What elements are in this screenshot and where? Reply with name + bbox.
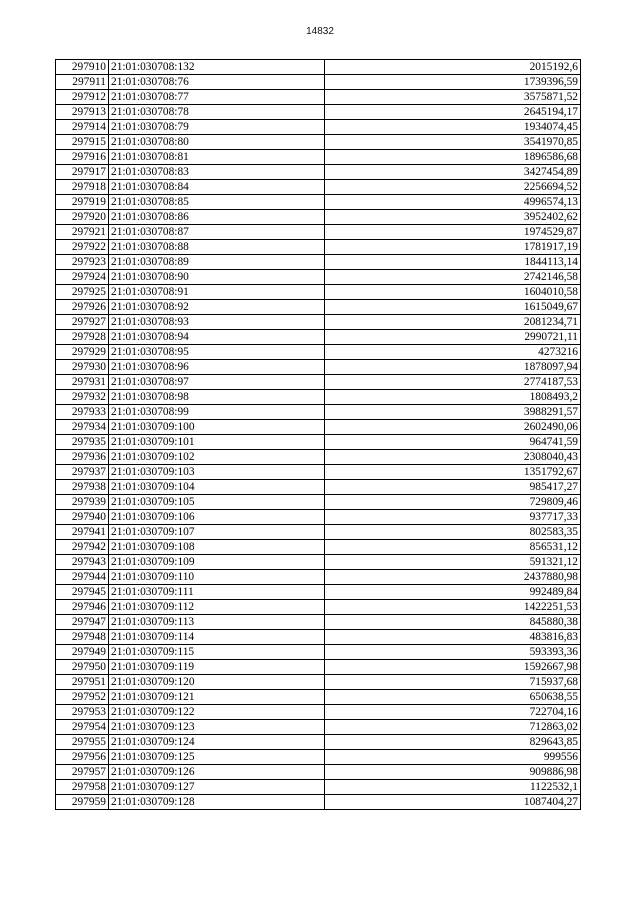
- value-cell: 909886,98: [325, 765, 581, 780]
- cadastral-number-cell: 21:01:030709:125: [109, 750, 325, 765]
- table-row: [56, 690, 581, 705]
- value-cell: 729809,46: [325, 495, 581, 510]
- row-number-cell: 297949: [56, 645, 109, 660]
- table-row: [56, 195, 581, 210]
- value-cell: 2742146,58: [325, 270, 581, 285]
- row-number-cell: 297911: [56, 75, 109, 90]
- registry-table-body: [56, 60, 581, 810]
- cadastral-number-cell: 21:01:030709:110: [109, 570, 325, 585]
- table-row: [56, 720, 581, 735]
- value-cell: 3575871,52: [325, 90, 581, 105]
- table-row: [56, 240, 581, 255]
- cadastral-number-cell: 21:01:030709:115: [109, 645, 325, 660]
- table-row: [56, 735, 581, 750]
- cadastral-number-cell: 21:01:030708:76: [109, 75, 325, 90]
- cadastral-number-cell: 21:01:030709:119: [109, 660, 325, 675]
- row-number-cell: 297935: [56, 435, 109, 450]
- cadastral-number-cell: 21:01:030709:106: [109, 510, 325, 525]
- value-cell: 985417,27: [325, 480, 581, 495]
- table-row: [56, 150, 581, 165]
- value-cell: 2256694,52: [325, 180, 581, 195]
- row-number-cell: 297932: [56, 390, 109, 405]
- table-row: [56, 570, 581, 585]
- table-row: [56, 435, 581, 450]
- row-number-cell: 297939: [56, 495, 109, 510]
- value-cell: 591321,12: [325, 555, 581, 570]
- table-row: [56, 645, 581, 660]
- row-number-cell: 297937: [56, 465, 109, 480]
- row-number-cell: 297931: [56, 375, 109, 390]
- cadastral-number-cell: 21:01:030708:90: [109, 270, 325, 285]
- value-cell: 650638,55: [325, 690, 581, 705]
- cadastral-number-cell: 21:01:030709:112: [109, 600, 325, 615]
- row-number-cell: 297926: [56, 300, 109, 315]
- table-row: [56, 795, 581, 810]
- row-number-cell: 297958: [56, 780, 109, 795]
- cadastral-number-cell: 21:01:030709:111: [109, 585, 325, 600]
- cadastral-number-cell: 21:01:030708:94: [109, 330, 325, 345]
- table-row: [56, 300, 581, 315]
- cadastral-number-cell: 21:01:030708:99: [109, 405, 325, 420]
- value-cell: 999556: [325, 750, 581, 765]
- row-number-cell: 297956: [56, 750, 109, 765]
- cadastral-number-cell: 21:01:030708:91: [109, 285, 325, 300]
- value-cell: 992489,84: [325, 585, 581, 600]
- cadastral-number-cell: 21:01:030708:98: [109, 390, 325, 405]
- cadastral-number-cell: 21:01:030709:122: [109, 705, 325, 720]
- table-row: [56, 705, 581, 720]
- row-number-cell: 297941: [56, 525, 109, 540]
- table-row: [56, 75, 581, 90]
- value-cell: 715937,68: [325, 675, 581, 690]
- value-cell: 1351792,67: [325, 465, 581, 480]
- value-cell: 1422251,53: [325, 600, 581, 615]
- row-number-cell: 297924: [56, 270, 109, 285]
- cadastral-number-cell: 21:01:030709:100: [109, 420, 325, 435]
- table-row: [56, 555, 581, 570]
- row-number-cell: 297943: [56, 555, 109, 570]
- row-number-cell: 297955: [56, 735, 109, 750]
- cadastral-number-cell: 21:01:030708:97: [109, 375, 325, 390]
- table-row: [56, 390, 581, 405]
- value-cell: 2015192,6: [325, 60, 581, 75]
- value-cell: 2437880,98: [325, 570, 581, 585]
- row-number-cell: 297930: [56, 360, 109, 375]
- table-row: [56, 420, 581, 435]
- row-number-cell: 297928: [56, 330, 109, 345]
- row-number-cell: 297940: [56, 510, 109, 525]
- cadastral-number-cell: 21:01:030709:128: [109, 795, 325, 810]
- table-row: [56, 270, 581, 285]
- cadastral-number-cell: 21:01:030709:126: [109, 765, 325, 780]
- table-row: [56, 480, 581, 495]
- table-row: [56, 465, 581, 480]
- value-cell: 3541970,85: [325, 135, 581, 150]
- table-row: [56, 600, 581, 615]
- value-cell: 1808493,2: [325, 390, 581, 405]
- cadastral-number-cell: 21:01:030709:102: [109, 450, 325, 465]
- row-number-cell: 297921: [56, 225, 109, 240]
- value-cell: 3988291,57: [325, 405, 581, 420]
- value-cell: 712863,02: [325, 720, 581, 735]
- row-number-cell: 297954: [56, 720, 109, 735]
- row-number-cell: 297912: [56, 90, 109, 105]
- row-number-cell: 297923: [56, 255, 109, 270]
- value-cell: 829643,85: [325, 735, 581, 750]
- table-row: [56, 225, 581, 240]
- value-cell: 1604010,58: [325, 285, 581, 300]
- row-number-cell: 297919: [56, 195, 109, 210]
- value-cell: 593393,36: [325, 645, 581, 660]
- cadastral-number-cell: 21:01:030708:96: [109, 360, 325, 375]
- table-row: [56, 495, 581, 510]
- table-row: [56, 405, 581, 420]
- row-number-cell: 297916: [56, 150, 109, 165]
- table-row: [56, 165, 581, 180]
- table-row: [56, 510, 581, 525]
- row-number-cell: 297922: [56, 240, 109, 255]
- value-cell: 2990721,11: [325, 330, 581, 345]
- row-number-cell: 297915: [56, 135, 109, 150]
- value-cell: 1739396,59: [325, 75, 581, 90]
- value-cell: 1896586,68: [325, 150, 581, 165]
- value-cell: 2081234,71: [325, 315, 581, 330]
- table-row: [56, 255, 581, 270]
- row-number-cell: 297959: [56, 795, 109, 810]
- table-row: [56, 585, 581, 600]
- value-cell: 1878097,94: [325, 360, 581, 375]
- cadastral-number-cell: 21:01:030709:120: [109, 675, 325, 690]
- cadastral-number-cell: 21:01:030708:83: [109, 165, 325, 180]
- cadastral-number-cell: 21:01:030708:132: [109, 60, 325, 75]
- cadastral-number-cell: 21:01:030708:78: [109, 105, 325, 120]
- value-cell: 4996574,13: [325, 195, 581, 210]
- row-number-cell: 297917: [56, 165, 109, 180]
- table-row: [56, 135, 581, 150]
- row-number-cell: 297951: [56, 675, 109, 690]
- value-cell: 1934074,45: [325, 120, 581, 135]
- cadastral-number-cell: 21:01:030708:84: [109, 180, 325, 195]
- row-number-cell: 297920: [56, 210, 109, 225]
- table-row: [56, 675, 581, 690]
- cadastral-number-cell: 21:01:030708:77: [109, 90, 325, 105]
- value-cell: 1122532,1: [325, 780, 581, 795]
- value-cell: 845880,38: [325, 615, 581, 630]
- table-row: [56, 360, 581, 375]
- cadastral-number-cell: 21:01:030709:107: [109, 525, 325, 540]
- row-number-cell: 297910: [56, 60, 109, 75]
- row-number-cell: 297934: [56, 420, 109, 435]
- row-number-cell: 297913: [56, 105, 109, 120]
- row-number-cell: 297947: [56, 615, 109, 630]
- table-row: [56, 450, 581, 465]
- cadastral-number-cell: 21:01:030709:113: [109, 615, 325, 630]
- value-cell: 856531,12: [325, 540, 581, 555]
- cadastral-number-cell: 21:01:030709:105: [109, 495, 325, 510]
- value-cell: 1844113,14: [325, 255, 581, 270]
- cadastral-number-cell: 21:01:030708:88: [109, 240, 325, 255]
- cadastral-number-cell: 21:01:030708:79: [109, 120, 325, 135]
- row-number-cell: 297918: [56, 180, 109, 195]
- value-cell: 4273216: [325, 345, 581, 360]
- value-cell: 2602490,06: [325, 420, 581, 435]
- table-row: [56, 765, 581, 780]
- value-cell: 483816,83: [325, 630, 581, 645]
- cadastral-number-cell: 21:01:030708:93: [109, 315, 325, 330]
- table-row: [56, 120, 581, 135]
- table-row: [56, 345, 581, 360]
- value-cell: 1087404,27: [325, 795, 581, 810]
- row-number-cell: 297953: [56, 705, 109, 720]
- row-number-cell: 297950: [56, 660, 109, 675]
- row-number-cell: 297936: [56, 450, 109, 465]
- row-number-cell: 297933: [56, 405, 109, 420]
- row-number-cell: 297942: [56, 540, 109, 555]
- cadastral-number-cell: 21:01:030709:114: [109, 630, 325, 645]
- value-cell: 2774187,53: [325, 375, 581, 390]
- row-number-cell: 297952: [56, 690, 109, 705]
- table-row: [56, 630, 581, 645]
- value-cell: 3952402,62: [325, 210, 581, 225]
- row-number-cell: 297946: [56, 600, 109, 615]
- table-row: [56, 285, 581, 300]
- cadastral-number-cell: 21:01:030708:81: [109, 150, 325, 165]
- value-cell: 1974529,87: [325, 225, 581, 240]
- table-row: [56, 525, 581, 540]
- cadastral-number-cell: 21:01:030708:85: [109, 195, 325, 210]
- cadastral-number-cell: 21:01:030709:103: [109, 465, 325, 480]
- cadastral-number-cell: 21:01:030708:87: [109, 225, 325, 240]
- table-row: [56, 315, 581, 330]
- row-number-cell: 297929: [56, 345, 109, 360]
- row-number-cell: 297925: [56, 285, 109, 300]
- table-row: [56, 105, 581, 120]
- table-row: [56, 90, 581, 105]
- cadastral-number-cell: 21:01:030709:124: [109, 735, 325, 750]
- value-cell: 964741,59: [325, 435, 581, 450]
- table-row: [56, 375, 581, 390]
- table-row: [56, 180, 581, 195]
- row-number-cell: 297927: [56, 315, 109, 330]
- table-row: [56, 780, 581, 795]
- registry-table: [55, 59, 581, 810]
- row-number-cell: 297914: [56, 120, 109, 135]
- value-cell: 3427454,89: [325, 165, 581, 180]
- value-cell: 2645194,17: [325, 105, 581, 120]
- cadastral-number-cell: 21:01:030708:86: [109, 210, 325, 225]
- row-number-cell: 297944: [56, 570, 109, 585]
- table-row: [56, 60, 581, 75]
- row-number-cell: 297945: [56, 585, 109, 600]
- table-row: [56, 615, 581, 630]
- cadastral-number-cell: 21:01:030708:95: [109, 345, 325, 360]
- table-row: [56, 210, 581, 225]
- value-cell: 2308040,43: [325, 450, 581, 465]
- row-number-cell: 297938: [56, 480, 109, 495]
- value-cell: 1592667,98: [325, 660, 581, 675]
- cadastral-number-cell: 21:01:030709:101: [109, 435, 325, 450]
- value-cell: 937717,33: [325, 510, 581, 525]
- table-row: [56, 750, 581, 765]
- cadastral-number-cell: 21:01:030709:127: [109, 780, 325, 795]
- value-cell: 722704,16: [325, 705, 581, 720]
- cadastral-number-cell: 21:01:030708:80: [109, 135, 325, 150]
- value-cell: 1781917,19: [325, 240, 581, 255]
- cadastral-number-cell: 21:01:030709:109: [109, 555, 325, 570]
- cadastral-number-cell: 21:01:030708:92: [109, 300, 325, 315]
- table-row: [56, 540, 581, 555]
- value-cell: 1615049,67: [325, 300, 581, 315]
- cadastral-number-cell: 21:01:030709:104: [109, 480, 325, 495]
- cadastral-number-cell: 21:01:030709:108: [109, 540, 325, 555]
- cadastral-number-cell: 21:01:030708:89: [109, 255, 325, 270]
- cadastral-number-cell: 21:01:030709:123: [109, 720, 325, 735]
- row-number-cell: 297948: [56, 630, 109, 645]
- cadastral-number-cell: 21:01:030709:121: [109, 690, 325, 705]
- table-row: [56, 660, 581, 675]
- row-number-cell: 297957: [56, 765, 109, 780]
- page-number: 14832: [306, 26, 334, 37]
- value-cell: 802583,35: [325, 525, 581, 540]
- table-row: [56, 330, 581, 345]
